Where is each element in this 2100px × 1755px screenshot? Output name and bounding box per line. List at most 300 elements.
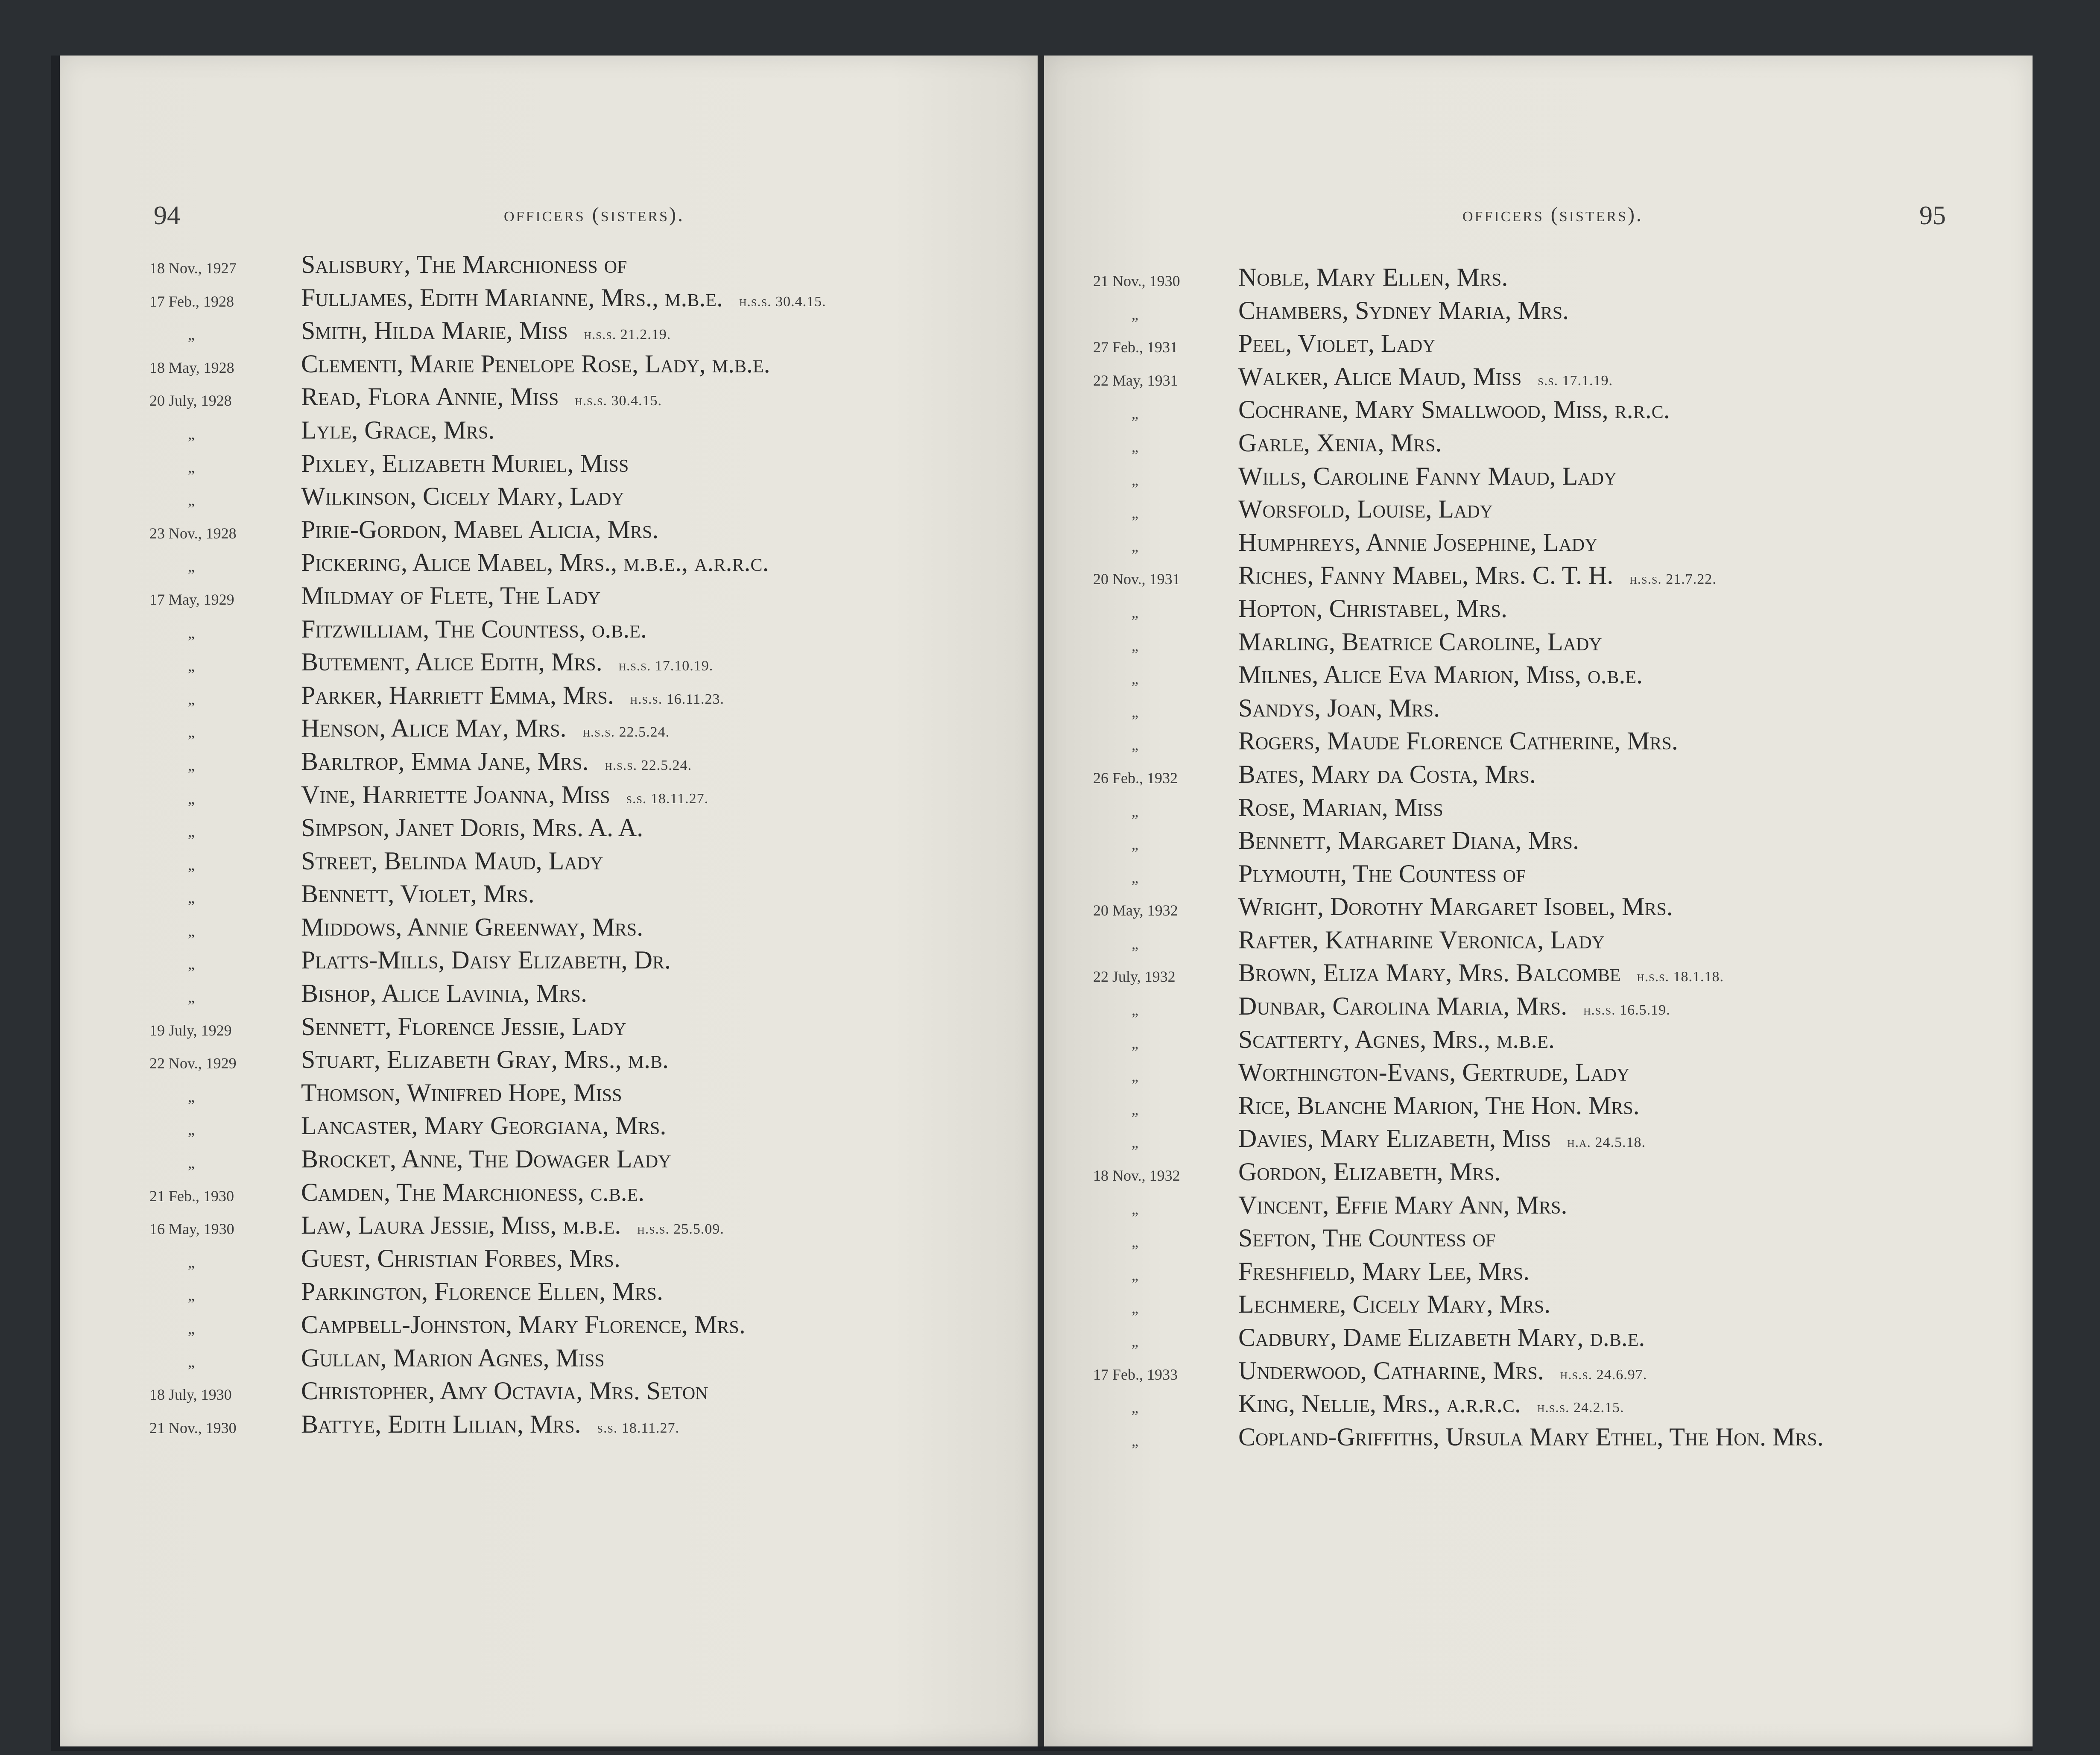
entry-name <box>301 349 770 379</box>
entry-details: , Laura Jessie, Miss, m.b.e. <box>345 1211 621 1240</box>
entry-details: , Caroline Fanny Maud, Lady <box>1300 462 1617 490</box>
entry-date: „ <box>1132 603 1138 621</box>
entry-surname: Rafter <box>1238 925 1313 954</box>
entry-surname: Wilkinson <box>301 482 410 511</box>
entry-details: , The Countess of <box>1340 859 1526 888</box>
list-item <box>1044 892 2033 925</box>
entry-surname: Salisbury <box>301 250 404 278</box>
book-gutter <box>1038 56 1044 1746</box>
entry-date: „ <box>188 889 195 907</box>
entry-date: 20 July, 1928 <box>149 392 232 410</box>
entry-surname: Thomson <box>301 1078 395 1107</box>
entry-date: 17 Feb., 1928 <box>149 292 234 310</box>
entry-date: „ <box>1132 1266 1138 1284</box>
entry-name <box>1238 1124 1646 1153</box>
entry-details: , Marian, Miss <box>1289 793 1443 822</box>
entry-name <box>301 1012 626 1041</box>
entry-details: , Alice Edith, Mrs. <box>404 648 603 676</box>
entry-date: „ <box>188 1088 195 1105</box>
running-head: officers (sisters). <box>504 203 684 226</box>
list-item <box>1044 925 2033 959</box>
list-item <box>60 1078 1038 1112</box>
entry-details: , Florence Jessie, Lady <box>385 1012 626 1041</box>
entry-name <box>301 415 494 445</box>
list-item <box>1044 1389 2033 1422</box>
entry-name <box>301 1045 669 1074</box>
entry-name <box>301 945 671 975</box>
entry-surname: Vine <box>301 780 350 809</box>
entry-date: „ <box>1132 869 1138 886</box>
list-item <box>1044 1422 2033 1456</box>
entry-details: , Joan, Mrs. <box>1314 693 1440 722</box>
entry-surname: Middows <box>301 913 396 941</box>
list-item <box>1044 263 2033 296</box>
entry-details: , Katharine Veronica, Lady <box>1312 925 1605 954</box>
list-item <box>1044 528 2033 561</box>
entry-date: „ <box>188 326 195 343</box>
entry-date: „ <box>188 624 195 641</box>
entry-name <box>1238 892 1673 921</box>
entry-name <box>1238 1190 1567 1220</box>
entry-surname: Cochrane <box>1238 395 1342 424</box>
entry-date: 23 Nov., 1928 <box>149 524 237 542</box>
entry-surname: Walker <box>1238 362 1322 391</box>
entry-details: , Edith Lilian, Mrs. <box>375 1410 581 1438</box>
entry-details: , Alice Mabel, Mrs., m.b.e., a.r.r.c. <box>401 548 769 577</box>
entry-name <box>1238 627 1602 657</box>
entry-date: „ <box>188 1287 195 1304</box>
entry-surname: Freshfield <box>1238 1257 1349 1285</box>
entry-name <box>1238 1223 1495 1253</box>
entry-surname: Parker <box>301 681 376 709</box>
entry-name <box>1238 1157 1500 1187</box>
entry-date: 22 Nov., 1929 <box>149 1055 237 1072</box>
entry-date: 26 Feb., 1932 <box>1093 769 1178 787</box>
entry-name <box>301 846 603 876</box>
entry-date: 17 Feb., 1933 <box>1093 1366 1178 1383</box>
entry-name <box>301 1178 644 1207</box>
entry-date: 21 Feb., 1930 <box>149 1187 234 1205</box>
entry-surname: Sennett <box>301 1012 385 1041</box>
entry-details: , Hilda Marie, Miss <box>361 316 568 345</box>
entry-surname: Rose <box>1238 793 1290 822</box>
entry-name <box>301 382 662 412</box>
list-item <box>60 1211 1038 1244</box>
entry-surname: Christopher <box>301 1377 429 1405</box>
entry-note: h.s.s. 24.2.15. <box>1537 1400 1624 1416</box>
entry-date: „ <box>188 790 195 807</box>
entry-details: , Fanny Mabel, Mrs. C. T. H. <box>1307 561 1614 590</box>
entry-note: h.s.s. 30.4.15. <box>575 393 662 409</box>
list-item <box>60 813 1038 846</box>
entry-surname: Read <box>301 383 355 411</box>
list-item <box>1044 1157 2033 1190</box>
entry-note: s.s. 17.1.19. <box>1538 372 1613 389</box>
entry-date: „ <box>1132 736 1138 754</box>
list-item <box>1044 494 2033 528</box>
entry-details: , Violet, Mrs. <box>388 880 535 908</box>
entry-details: , Louise, Lady <box>1344 495 1493 524</box>
entry-date: „ <box>1132 703 1138 720</box>
entry-name <box>1238 1058 1629 1087</box>
entry-name <box>301 1244 620 1273</box>
entry-date: „ <box>1132 802 1138 820</box>
entry-surname: Milnes <box>1238 661 1312 689</box>
entry-name <box>301 1310 746 1340</box>
entry-name <box>1238 528 1597 557</box>
entry-date: 22 May, 1931 <box>1093 371 1178 389</box>
entry-details: , Violet, Lady <box>1285 329 1436 358</box>
entry-surname: Platts-Mills <box>301 946 439 974</box>
entry-surname: Simpson <box>301 813 383 842</box>
entry-name <box>301 1277 663 1306</box>
entry-details: , Cicely Mary, Lady <box>409 482 624 511</box>
entry-name <box>301 1111 666 1141</box>
entry-details: , Elizabeth, Mrs. <box>1320 1158 1501 1186</box>
entry-details: , Annie Greenway, Mrs. <box>395 913 643 941</box>
entry-surname: Hopton <box>1238 594 1316 623</box>
list-item <box>60 1045 1038 1078</box>
entry-surname: Wills <box>1238 462 1301 490</box>
entry-details: , Elizabeth Muriel, Miss <box>369 449 629 477</box>
entry-surname: Campbell-Johnston <box>301 1310 506 1339</box>
entry-details: , Emma Jane, Mrs. <box>398 747 589 775</box>
entry-name <box>301 714 670 743</box>
list-item <box>1044 1025 2033 1058</box>
entry-date: „ <box>1132 1100 1138 1118</box>
list-item <box>1044 992 2033 1025</box>
entry-name <box>301 1078 622 1108</box>
entry-name <box>1238 1025 1555 1054</box>
entry-surname: Wright <box>1238 892 1317 921</box>
entry-date: 27 Feb., 1931 <box>1093 339 1178 356</box>
entry-details: , Belinda Maud, Lady <box>371 846 603 875</box>
entry-surname: Fitzwilliam <box>301 614 423 643</box>
page-number: 94 <box>154 201 180 230</box>
entry-details: , Mary da Costa, Mrs. <box>1298 760 1536 788</box>
list-item <box>1044 561 2033 594</box>
list-item <box>1044 1190 2033 1224</box>
entry-surname: Fulljames <box>301 283 407 312</box>
entry-name <box>1238 693 1440 723</box>
entry-surname: Butement <box>301 648 404 676</box>
entry-surname: Worthington-Evans <box>1238 1058 1450 1087</box>
entry-surname: Sandys <box>1238 693 1315 722</box>
entry-name <box>1238 1389 1624 1419</box>
entry-details: , Gertrude, Lady <box>1449 1058 1630 1087</box>
entry-surname: Scatterty <box>1238 1025 1343 1053</box>
entry-name <box>1238 826 1579 855</box>
entry-name <box>1238 263 1508 292</box>
list-item <box>60 283 1038 316</box>
list-item <box>1044 660 2033 693</box>
entry-name <box>1238 1257 1530 1286</box>
list-item <box>1044 958 2033 992</box>
entry-surname: Bishop <box>301 979 370 1008</box>
list-item <box>1044 1058 2033 1091</box>
entry-surname: Lechmere <box>1238 1290 1340 1319</box>
entry-surname: Garle <box>1238 428 1304 457</box>
entry-details: , Anne, The Dowager Lady <box>390 1145 671 1173</box>
entry-name <box>301 482 624 511</box>
entry-date: „ <box>1132 471 1138 488</box>
entry-surname: Smith <box>301 316 361 345</box>
entry-details: , The Countess of <box>1310 1224 1496 1252</box>
entry-details: , Harriette Joanna, Miss <box>349 780 610 809</box>
entry-details: , Mary Ellen, Mrs. <box>1304 263 1508 291</box>
list-item <box>1044 627 2033 661</box>
entry-surname: Davies <box>1238 1124 1307 1153</box>
entry-note: h.s.s. 21.7.22. <box>1629 571 1717 588</box>
list-item <box>60 714 1038 747</box>
entry-name <box>301 614 647 644</box>
entry-details: , Mary Georgiana, Mrs. <box>411 1112 667 1140</box>
entry-date: „ <box>188 1353 195 1370</box>
list-item <box>60 250 1038 283</box>
entry-date: „ <box>188 756 195 774</box>
entry-name <box>1238 760 1536 789</box>
list-item <box>1044 462 2033 495</box>
entry-surname: Stuart <box>301 1045 374 1074</box>
list-item <box>60 913 1038 946</box>
entry-surname: Parkington <box>301 1277 422 1306</box>
entry-date: „ <box>1132 1399 1138 1416</box>
list-item <box>60 316 1038 349</box>
entry-date: 20 May, 1932 <box>1093 902 1178 919</box>
entry-name <box>301 913 643 942</box>
entry-date: „ <box>188 690 195 708</box>
entry-list <box>60 250 1038 1442</box>
entry-date: „ <box>1132 1068 1138 1085</box>
entry-name <box>1238 362 1613 392</box>
entry-details: , The Marchioness, c.b.e. <box>384 1178 645 1206</box>
entry-details: , The Marchioness of <box>404 250 627 278</box>
entry-details: , Harriett Emma, Mrs. <box>376 681 614 709</box>
entry-name <box>1238 793 1443 822</box>
entry-surname: Law <box>301 1211 345 1240</box>
entry-name <box>1238 925 1605 955</box>
entry-details: , Dame Elizabeth Mary, d.b.e. <box>1330 1323 1645 1351</box>
list-item <box>60 449 1038 482</box>
entry-name <box>301 647 713 677</box>
entry-details: , Marie Penelope Rose, Lady, m.b.e. <box>397 349 770 378</box>
entry-note: h.s.s. 30.4.15. <box>739 293 826 310</box>
list-item <box>1044 726 2033 760</box>
entry-surname: Noble <box>1238 263 1304 291</box>
entry-details: , Mary Lee, Mrs. <box>1349 1257 1530 1285</box>
entry-details: , Marion Agnes, Miss <box>380 1343 605 1372</box>
entry-details: , Mary Elizabeth, Miss <box>1307 1124 1551 1153</box>
entry-name <box>1238 494 1493 524</box>
entry-date: „ <box>1132 1333 1138 1350</box>
entry-details: , Annie Josephine, Lady <box>1354 528 1598 556</box>
list-item <box>1044 1323 2033 1356</box>
entry-details: , Janet Doris, Mrs. A. A. <box>383 813 643 842</box>
entry-name <box>301 1211 724 1240</box>
entry-details: , The Lady <box>488 581 601 610</box>
page-number: 95 <box>1919 201 1946 230</box>
entry-date: „ <box>1132 1001 1138 1019</box>
entry-surname: Marling <box>1238 627 1329 656</box>
entry-surname: Cadbury <box>1238 1323 1331 1351</box>
entry-date: 18 July, 1930 <box>149 1386 232 1404</box>
entry-date: „ <box>1132 1233 1138 1251</box>
entry-surname: Pickering <box>301 548 401 577</box>
entry-name <box>1238 992 1670 1021</box>
entry-details: , Carolina Maria, Mrs. <box>1319 992 1568 1021</box>
list-item <box>60 1410 1038 1443</box>
list-item <box>1044 1290 2033 1323</box>
entry-details: , Flora Annie, Miss <box>355 383 559 411</box>
entry-name <box>301 250 627 279</box>
right-page <box>1044 56 2033 1746</box>
entry-note: h.s.s. 16.5.19. <box>1583 1002 1670 1018</box>
entry-surname: Chambers <box>1238 296 1342 325</box>
left-page <box>60 56 1038 1746</box>
entry-details: , Margaret Diana, Mrs. <box>1325 826 1579 855</box>
entry-details: , Winifred Hope, Miss <box>394 1078 622 1107</box>
entry-surname: Bennett <box>301 880 388 908</box>
entry-date: 18 May, 1928 <box>149 359 234 376</box>
list-item <box>1044 1257 2033 1290</box>
list-item <box>60 382 1038 415</box>
entry-note: h.s.s. 21.2.19. <box>584 327 671 343</box>
entry-details: , Nellie, Mrs., a.r.r.c. <box>1288 1389 1521 1418</box>
entry-date: „ <box>1132 1299 1138 1317</box>
list-item <box>60 879 1038 913</box>
entry-date: „ <box>188 1121 195 1138</box>
entry-details: , Eliza Mary, Mrs. Balcombe <box>1310 959 1621 987</box>
entry-name <box>301 1144 671 1174</box>
entry-date: „ <box>188 856 195 873</box>
entry-details: , Effie Mary Ann, Mrs. <box>1322 1190 1568 1219</box>
entry-surname: Rice <box>1238 1091 1284 1120</box>
entry-name <box>1238 958 1724 988</box>
entry-surname: Lancaster <box>301 1112 412 1140</box>
entry-details: , Catharine, Mrs. <box>1360 1356 1544 1385</box>
entry-date: 21 Nov., 1930 <box>1093 272 1180 290</box>
entry-note: h.s.s. 17.10.19. <box>618 658 714 674</box>
entry-surname: Worsfold <box>1238 495 1345 524</box>
list-item <box>1044 1223 2033 1257</box>
entry-details: , Elizabeth Gray, Mrs., m.b. <box>374 1045 669 1074</box>
entry-details: , Grace, Mrs. <box>351 415 495 444</box>
list-item <box>60 747 1038 780</box>
list-item <box>1044 793 2033 826</box>
entry-name <box>301 1410 679 1439</box>
list-item <box>60 349 1038 383</box>
entry-surname: Barltrop <box>301 747 398 775</box>
entry-surname: Brown <box>1238 959 1310 987</box>
running-head: officers (sisters). <box>1462 203 1643 226</box>
entry-date: „ <box>1132 935 1138 952</box>
entry-name <box>301 979 587 1008</box>
entry-surname: Guest <box>301 1244 365 1272</box>
list-item <box>60 614 1038 648</box>
entry-date: 17 May, 1929 <box>149 591 234 608</box>
list-item <box>1044 395 2033 428</box>
entry-name <box>301 449 629 478</box>
entry-surname: King <box>1238 1389 1289 1418</box>
entry-name <box>1238 561 1717 590</box>
list-item <box>60 581 1038 614</box>
entry-date: „ <box>188 458 195 476</box>
entry-details: , Mary Smallwood, Miss, r.r.c. <box>1342 395 1670 424</box>
entry-surname: Bennett <box>1238 826 1325 855</box>
entry-name <box>1238 329 1436 358</box>
list-item <box>60 415 1038 449</box>
entry-surname: Camden <box>301 1178 384 1206</box>
entry-details: , Edith Marianne, Mrs., m.b.e. <box>407 283 723 312</box>
entry-note: h.s.s. 18.1.18. <box>1637 969 1724 985</box>
entry-surname: Gullan <box>301 1343 380 1372</box>
list-item <box>1044 760 2033 793</box>
entry-details: , Christian Forbes, Mrs. <box>364 1244 620 1272</box>
entry-note: h.a. 24.5.18. <box>1567 1135 1646 1151</box>
entry-details: , Mary Florence, Mrs. <box>506 1310 746 1339</box>
entry-name <box>301 780 708 810</box>
list-item <box>60 1012 1038 1045</box>
list-item <box>60 1244 1038 1277</box>
entry-note: s.s. 18.11.27. <box>626 790 709 807</box>
entry-note: h.s.s. 24.6.97. <box>1560 1366 1647 1383</box>
list-item <box>60 1111 1038 1144</box>
entry-date: 18 Nov., 1927 <box>149 260 237 277</box>
list-item <box>60 515 1038 548</box>
entry-date: „ <box>1132 405 1138 422</box>
entry-date: „ <box>1132 637 1138 654</box>
entry-name <box>1238 1323 1645 1352</box>
entry-name <box>301 581 600 611</box>
entry-surname: Underwood <box>1238 1356 1360 1385</box>
entry-note: s.s. 18.11.27. <box>597 1420 680 1436</box>
entry-date: „ <box>188 1154 195 1172</box>
list-item <box>1044 296 2033 329</box>
list-item <box>60 1310 1038 1343</box>
entry-date: „ <box>1132 1134 1138 1151</box>
entry-surname: Dunbar <box>1238 992 1320 1021</box>
list-item <box>60 1144 1038 1178</box>
list-item <box>60 780 1038 813</box>
entry-name <box>1238 660 1643 690</box>
entry-name <box>301 681 724 710</box>
entry-name <box>1238 428 1442 458</box>
entry-details: , Agnes, Mrs., m.b.e. <box>1343 1025 1555 1053</box>
entry-note: h.s.s. 25.5.09. <box>637 1221 724 1237</box>
entry-surname: Rogers <box>1238 727 1314 755</box>
entry-name <box>1238 1091 1640 1120</box>
entry-details: , Ursula Mary Ethel, The Hon. Mrs. <box>1433 1422 1824 1451</box>
entry-date: 22 July, 1932 <box>1093 968 1176 986</box>
list-item <box>60 548 1038 581</box>
entry-date: „ <box>1132 537 1138 555</box>
entry-date: 19 July, 1929 <box>149 1021 232 1039</box>
entry-name <box>301 813 643 842</box>
entry-date: „ <box>188 922 195 939</box>
entry-date: „ <box>1132 438 1138 455</box>
entry-details: , Alice May, Mrs. <box>379 714 567 743</box>
entry-surname: Pirie-Gordon <box>301 515 441 544</box>
entry-surname: Plymouth <box>1238 859 1341 888</box>
entry-date: „ <box>1132 1432 1138 1449</box>
entry-name <box>301 1343 605 1373</box>
entry-details: , Beatrice Caroline, Lady <box>1329 627 1602 656</box>
entry-name <box>1238 395 1670 424</box>
entry-details: , Mabel Alicia, Mrs. <box>441 515 659 544</box>
entry-surname: Mildmay of Flete <box>301 581 488 610</box>
entry-date: 16 May, 1930 <box>149 1220 234 1238</box>
entry-date: „ <box>188 1320 195 1337</box>
